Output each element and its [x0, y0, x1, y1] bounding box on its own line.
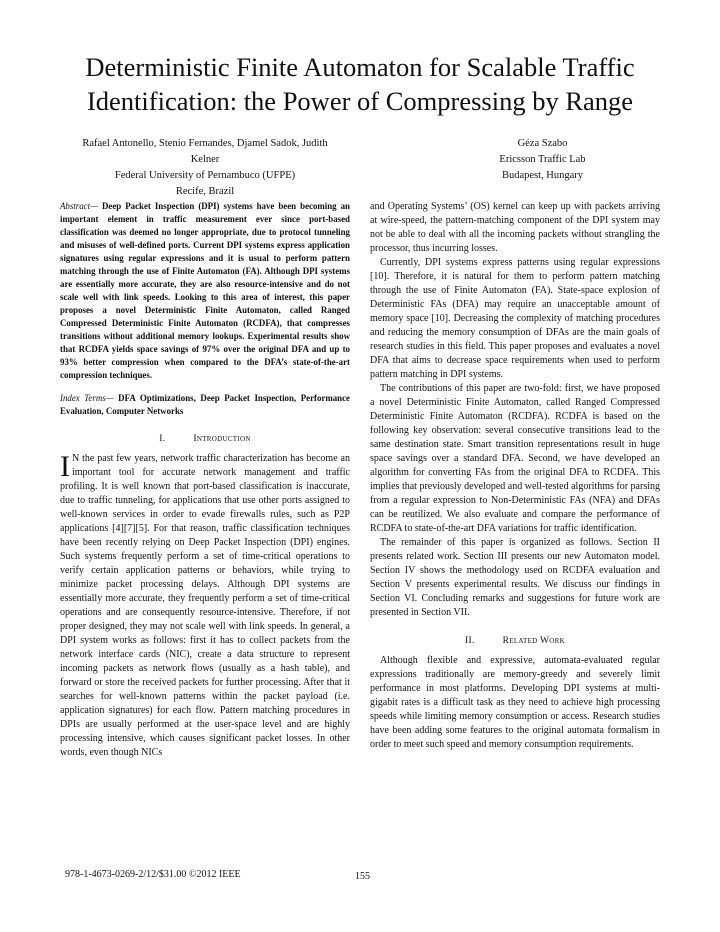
intro-paragraph-3: The contributions of this paper are two-fold: first, we have proposed a novel Deterministic Finite Automaton, called Ranged Compressed Deterministic Finite Automaton (RCDFA). RCDFA is based on the following key observation: several consecutive transitions lead to the same destination state. Smart transition representations result in huge space savings over a standard DFA. Second, we have developed an algorithm for converting FAs from the original DFA to RCDFA. This implies that previously developed and well-tested algorithms for parsing from a regular expression to Non-Deterministic FAs (NFA) and DFAs can be reutilized. We also evaluate and compare the performance of RCDFA to state-of-the-art DFA variations for traffic identification.	[370, 383, 660, 534]
author-names: Rafael Antonello, Stenio Fernandes, Djamel Sadok, Judith	[82, 138, 328, 149]
right-column	[370, 200, 660, 752]
intro-paragraph-1-text: N the past few years, network traffic characterization has become an important tool for accurate network management and traffic profiling. It is well known that port-based classification is inaccurate, due to traffic tunneling, for applications that use other ports assigned to well-known services in order to evade firewalls rules, such as P2P applications [4][7][5]. For that reason, traffic classification techniques have been recently relying on Deep Packet Inspection (DPI) engines. Such systems frequently perform a set of time-critical operations to verify certain application patterns or behaviors, while trying to minimize packet processing delays. Although DPI systems are essentially more accurate, they frequently perform a set of time-critical operations and are consequently resource-intensive. Therefore, if not proper designed, they may not scale well with link speeds. In general, a DPI system works as follows: first it has to collect packets from the network interface cards (NIC), create a data structure to represent incoming packets as network flows (usually as a hash table), and forward or store the received packets for further processing. After that it searches for well-known patterns within the packet payload (i.e. application signatures) for each flow. Pattern matching procedures in DPIs are usually performed at the user-space level and are highly processing intensive, which causes significant packet losses. In other words, even though NICs	[60, 453, 350, 758]
section-heading-related-work	[370, 634, 660, 648]
index-terms	[60, 392, 350, 418]
index-terms-label: Index Terms—	[60, 393, 114, 403]
abstract	[60, 200, 350, 382]
authors-left	[60, 136, 350, 200]
abstract-text: Deep Packet Inspection (DPI) systems have been becoming an important element in traffic measurement ever since port-based classification was deemed no longer appropriate, due to protocol tunneling and misuses of well-defined ports. Current DPI systems express application signatures using regular expressions and it is usual to perform pattern matching through the use of Finite Automaton (FA). Although DPI systems are essentially more accurate, they are also resource-intensive and do not scale well with link speeds. Looking to this area of interest, this paper proposes a novel Deterministic Finite Automaton, called Ranged Compressed Deterministic Finite Automaton (RCDFA), that compresses transitions without additional memory lookups. Experimental results show that RCDFA yields space savings of 97% over the original DFA and up to 93% better compression when compared to the DFA’s state-of-the-art compression techniques.	[60, 201, 350, 380]
page-number: 155	[355, 871, 370, 882]
paper-title	[40, 50, 680, 118]
author-name: Géza Szabo	[517, 138, 568, 149]
section-title: Introduction	[193, 434, 251, 444]
section-number: I.	[159, 434, 166, 444]
index-terms-text: DFA Optimizations, Deep Packet Inspection, Performance Evaluation, Computer Networks	[60, 393, 350, 416]
author-location: Budapest, Hungary	[501, 170, 584, 181]
author-names-cont: Kelner	[190, 154, 220, 165]
intro-paragraph-4: The remainder of this paper is organized as follows. Section II presents related work. Section III presents our new Automaton model. Section IV shows the methodology used on RCDFA evaluation and Section V presents experimental results. We discuss our findings in Section VI. Concluding remarks and suggestions for future work are presented in Section VII.	[370, 537, 660, 618]
title-line-1: Deterministic Finite Automaton for Scalable Traffic	[85, 52, 635, 82]
title-line-2: Identification: the Power of Compressing by Range	[86, 86, 634, 116]
section-title: Related Work	[502, 636, 565, 646]
drop-cap: I	[60, 450, 70, 483]
section-heading-introduction	[60, 432, 350, 446]
intro-paragraph-1-continued: and Operating Systems’ (OS) kernel can keep up with packets arriving at wire-speed, the pattern-matching component of the DPI system may not be able to deal with all the incoming packets without strangling the processor, thus incurring losses.	[370, 201, 660, 254]
author-affiliation: Federal University of Pernambuco (UFPE)	[114, 170, 296, 181]
author-location: Recife, Brazil	[175, 186, 235, 197]
left-column	[60, 200, 350, 760]
abstract-label: Abstract—	[60, 201, 98, 211]
authors-right	[450, 136, 635, 184]
related-work-paragraph-1: Although flexible and expressive, automata-evaluated regular expressions traditionally are memory-greedy and severely limit performance in most platforms. Developing DPI systems at multi-gigabit rates is a difficult task as they need to achieve high processing speeds while limiting memory consumption or access. Research studies have been adding some features to the original automata formalism in order to meet such speed and memory consumption requirements.	[370, 655, 660, 750]
copyright-notice: 978-1-4673-0269-2/12/$31.00 ©2012 IEEE	[65, 869, 241, 880]
section-number: II.	[465, 636, 475, 646]
intro-paragraph-1	[60, 452, 350, 760]
intro-paragraph-2: Currently, DPI systems express patterns using regular expressions [10]. Therefore, it is natural for them to perform pattern matching through the use of Finite Automaton (FA). State-space explosion of Deterministic FAs (DFA) may require an unacceptable amount of memory space [10]. Decreasing the complexity of matching procedures and reducing the memory consumption of DFAs are the main goals of research studies in this field. This paper proposes and evaluates a novel DFA that aims to decrease space requirements when used to perform pattern matching in DPI systems.	[370, 257, 660, 380]
author-affiliation: Ericsson Traffic Lab	[499, 154, 586, 165]
